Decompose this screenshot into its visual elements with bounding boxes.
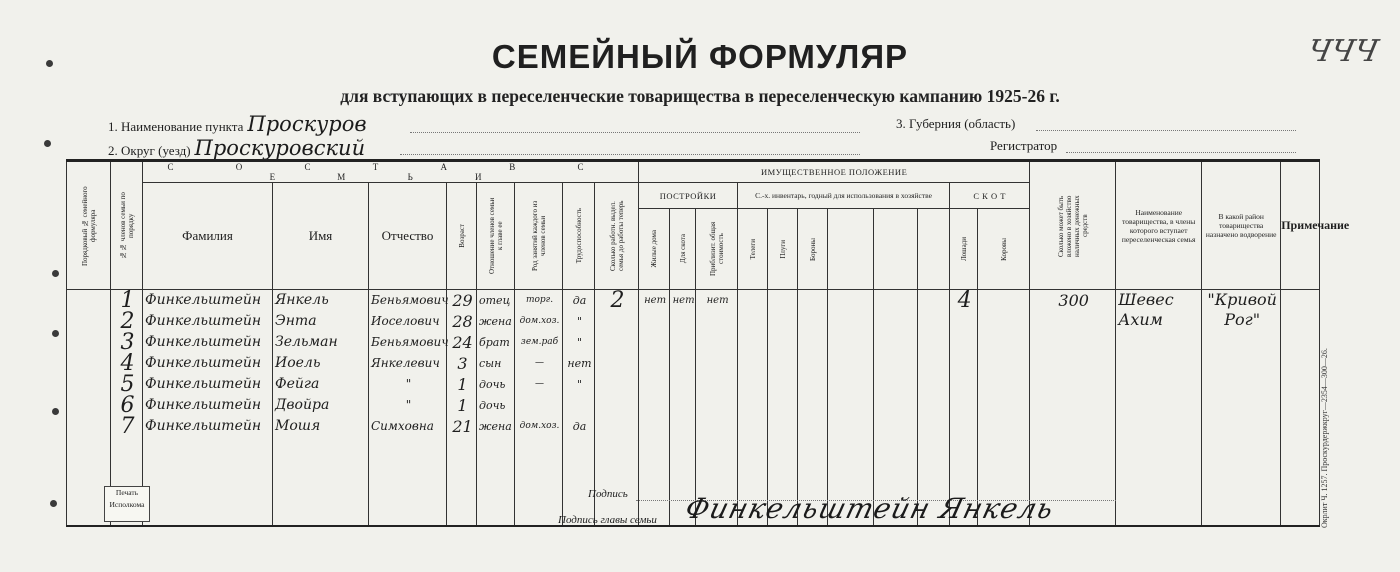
tovarish-cell: Шевес Ахим: [1116, 290, 1202, 527]
postroyki-header: ПОСТРОЙКИ: [639, 183, 738, 209]
rayon-header: В какой район товарищества назначено водворение: [1202, 161, 1281, 290]
borony-header: Бороны: [798, 209, 828, 290]
plugi-header: Плуги: [768, 209, 798, 290]
registrator-dotline: [1066, 152, 1296, 153]
skot-header: С К О Т: [950, 183, 1030, 209]
skolko-header: Сколько работн. выдел. семья до работы теперь: [595, 183, 639, 290]
borony-cell: [798, 290, 828, 527]
telegi-header: Телеги: [738, 209, 768, 290]
imya-header: Имя: [273, 183, 369, 290]
punkt-field: [108, 112, 367, 136]
punch-hole: [52, 270, 59, 277]
korovy-cell: [978, 290, 1030, 527]
zhilye-cell: нет: [639, 290, 670, 527]
ispolkom-stamp: Печать Исполкома: [104, 486, 150, 522]
vozrast-header: Возраст: [447, 183, 477, 290]
signature-label: Подпись: [588, 488, 628, 500]
loshadi-cell: 4: [950, 290, 978, 527]
otchestvo-header: Отчество: [369, 183, 447, 290]
punkt-label: 1. Наименование пункта: [108, 119, 244, 134]
inventar-extra-header: [828, 209, 874, 290]
rod-zanyatiy-header: Род занятий каждого из членов семьи: [515, 183, 563, 290]
inventar-extra-cell: [918, 290, 950, 527]
loshadi-header: Лошади: [950, 209, 978, 290]
inventar-extra-header: [918, 209, 950, 290]
okrug-value: Проскуровский: [194, 136, 366, 160]
corner-number: ЧЧЧ: [1304, 34, 1382, 69]
guberniya-label: 3. Губерния (область): [896, 116, 1016, 131]
imush-header: ИМУЩЕСТВЕННОЕ ПОЛОЖЕНИЕ: [639, 161, 1030, 183]
punch-hole: [44, 140, 51, 147]
trudosposobnost-header: Трудоспособность: [563, 183, 595, 290]
familiya-header: Фамилия: [143, 183, 273, 290]
col-order-header: Порядковый № семейного формуляра: [67, 161, 111, 290]
inventar-extra-cell: [874, 290, 918, 527]
familiya-list: Финкельштейн Финкельштейн Финкельштейн Финкельштейн Финкельштейн Финкельштейн Финкельштейн: [143, 290, 273, 527]
zhilye-header: Жилые дома: [639, 209, 670, 290]
form-subtitle: для вступающих в переселенческие товарищества в переселенческую кампанию 1925-26 г.: [340, 86, 1060, 106]
guberniya-dotline: [1036, 130, 1296, 131]
stoimost-cell: нет: [696, 290, 738, 527]
registrator-field: [990, 138, 1057, 154]
plugi-cell: [768, 290, 798, 527]
head-signature: Финкельштейн Янкель: [681, 492, 1058, 525]
okrug-label: 2. Округ (уезд): [108, 143, 191, 158]
primechanie-header: Примечание: [1281, 161, 1320, 290]
okrug-dotline: [400, 154, 860, 155]
registrator-label: Регистратор: [990, 138, 1058, 153]
head-signature-label: Подпись главы семьи: [558, 514, 657, 526]
punch-hole: [52, 330, 59, 337]
skota-header: Для скота: [670, 209, 696, 290]
rayon-cell: "Кривой Рог": [1202, 290, 1281, 527]
primechanie-cell: [1281, 290, 1320, 527]
telegi-cell: [738, 290, 768, 527]
stoimost-header: Приблизит. общая стоимость: [696, 209, 738, 290]
skota-cell: нет: [670, 290, 696, 527]
imya-list: Янкель Энта Зельман Иоель Фейга Двойра Мошя: [273, 290, 369, 527]
okrug-field: [108, 136, 365, 160]
guberniya-field: [896, 116, 1015, 132]
printer-imprint: Окрлит Ч. 1257. Проскурдержкруг—2354—300—26.: [1320, 348, 1329, 528]
inventar-extra-header: [874, 209, 918, 290]
inventar-extra-cell: [828, 290, 874, 527]
tovarish-header: Наименование товарищества, в члены которого вступает переселенческая семья: [1116, 161, 1202, 290]
form-title: СЕМЕЙНЫЙ ФОРМУЛЯР: [491, 38, 909, 75]
otnoshenie-header: Отношение членов семьи к главе ее: [477, 183, 515, 290]
sredstva-header: Сколько может быть вложено в хозяйство наличных денежных средств: [1030, 161, 1116, 290]
sredstva-cell: 300: [1030, 290, 1116, 527]
rod-zanyatiy-list: торг. дом.хоз. зем.раб — — дом.хоз.: [515, 290, 563, 527]
otnoshenie-list: отец жена брат сын дочь дочь жена: [477, 290, 515, 527]
korovy-header: Коровы: [978, 209, 1030, 290]
member-number-list: 1 2 3 4 5 6 7: [111, 290, 143, 527]
punkt-value: Проскуров: [247, 112, 367, 136]
otchestvo-list: Беньямович Иоселович Беньямович Янкелевич " " Симховна: [369, 290, 447, 527]
col-member-no-header: №№ членов семьи по порядку: [111, 161, 143, 290]
punch-hole: [52, 408, 59, 415]
trudosposobnost-list: да " " нет " да: [563, 290, 595, 527]
skolko-cell: 2: [595, 290, 639, 527]
vozrast-list: 29 28 24 3 1 1 21: [447, 290, 477, 527]
sostav-header: С О С Т А В С Е М Ь И: [143, 161, 639, 183]
punkt-dotline: [410, 132, 860, 133]
inventar-header: С.-х. инвентарь, годный для использования в хозяйстве: [738, 183, 950, 209]
punch-hole: [50, 500, 57, 507]
